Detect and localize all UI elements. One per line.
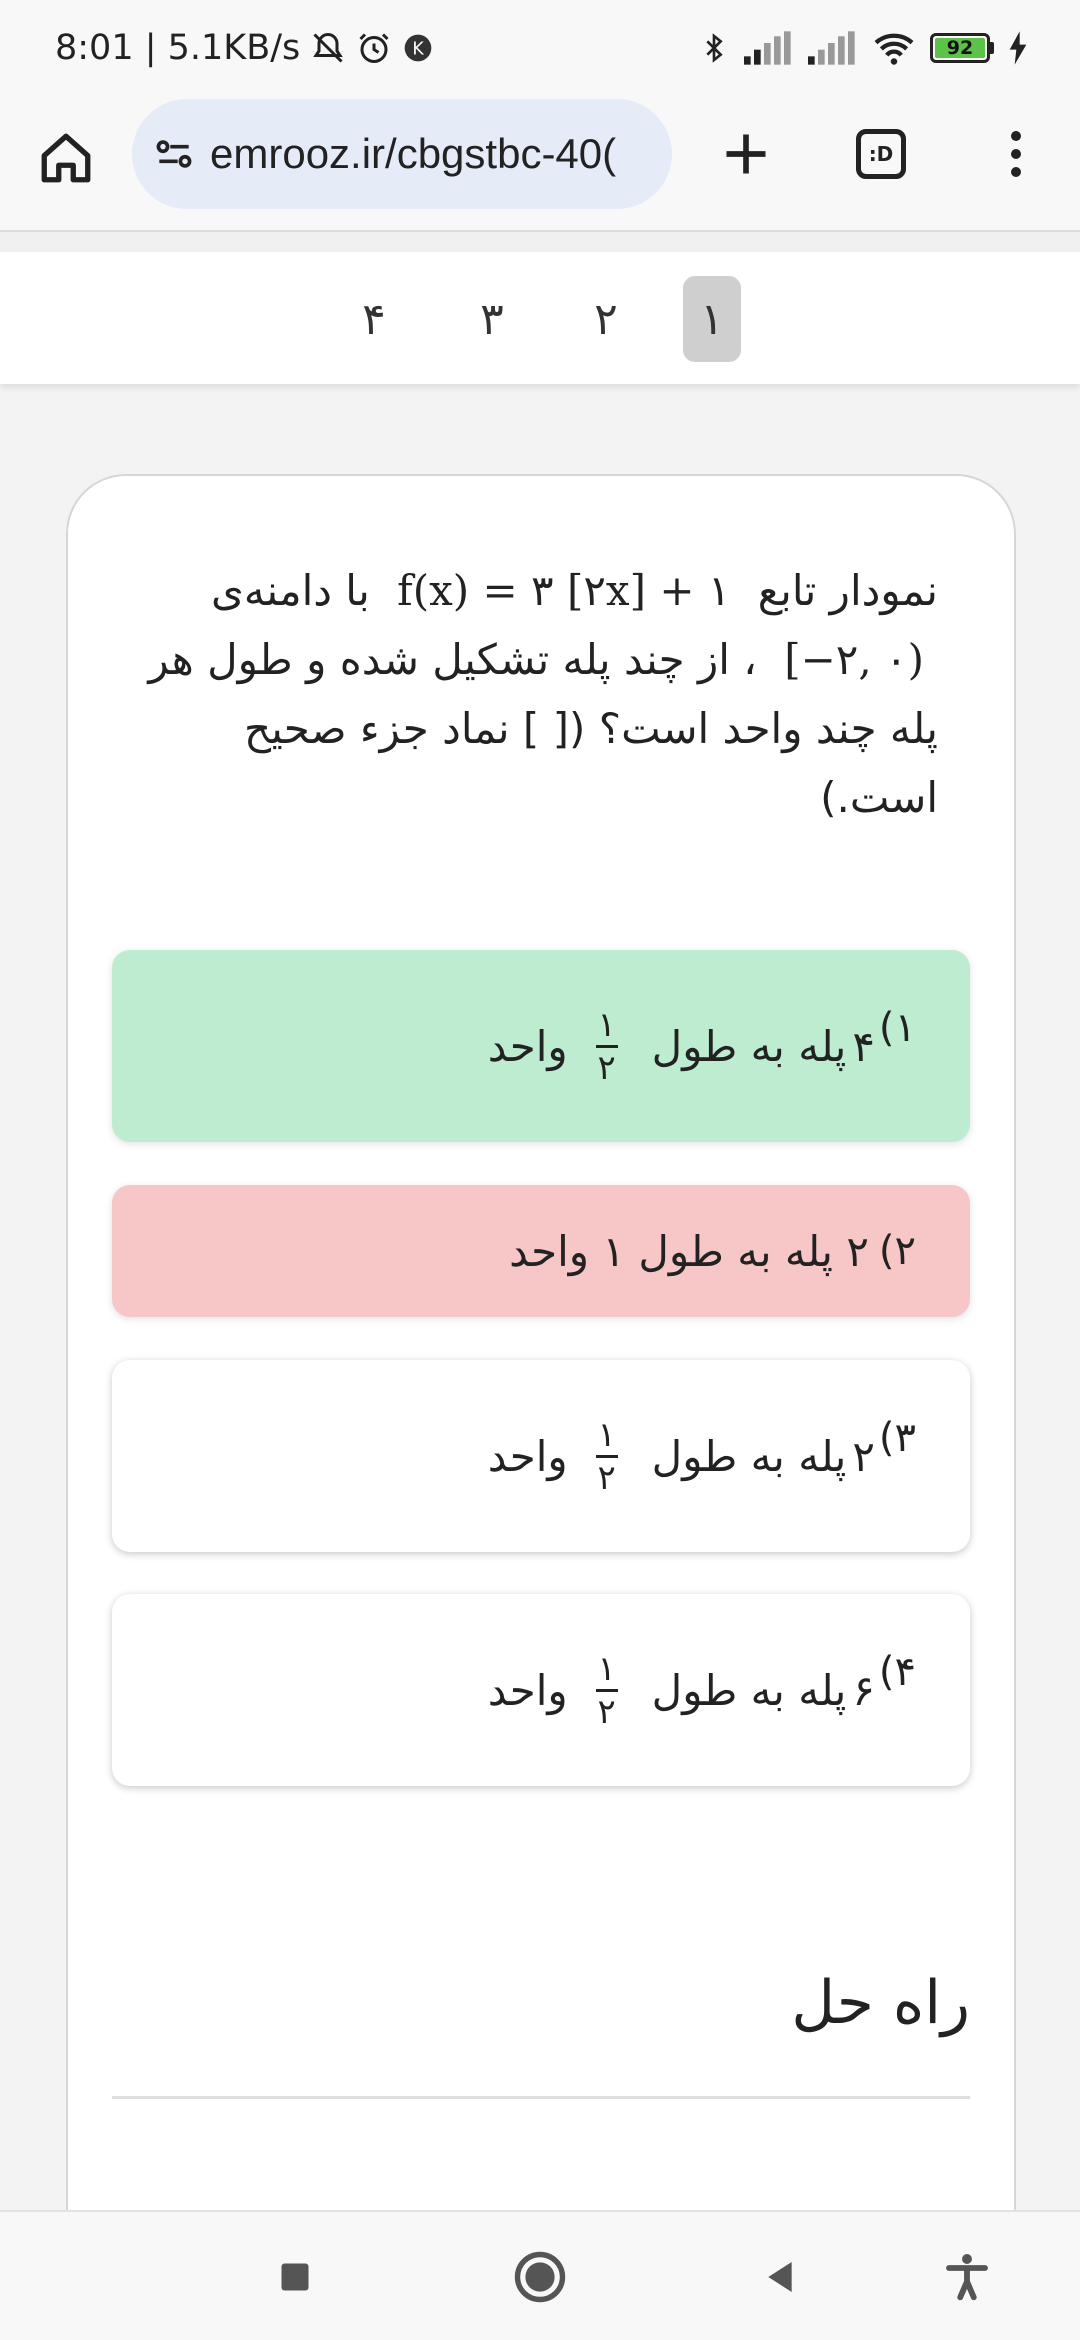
back-triangle-icon: [760, 2257, 800, 2297]
status-left: [55, 28, 434, 68]
option-count: ۴: [852, 1021, 875, 1071]
bell-off-icon: [310, 30, 346, 66]
option-2[interactable]: [112, 1185, 970, 1317]
option-text: پله به طول: [651, 1431, 847, 1481]
wifi-icon: [872, 30, 916, 66]
option-3[interactable]: [112, 1360, 970, 1552]
option-count: ۲: [852, 1431, 875, 1481]
fraction-denominator: ۲: [597, 1457, 616, 1498]
fraction: [596, 1414, 618, 1498]
circle-icon: [513, 2250, 567, 2304]
square-icon: [277, 2259, 313, 2295]
address-bar[interactable]: [132, 99, 672, 209]
question-domain: [−۲, ۰): [784, 635, 924, 684]
battery-level: 92: [935, 38, 985, 58]
option-count: ۶: [852, 1665, 875, 1715]
more-vert-icon: [1011, 131, 1021, 141]
accessibility-icon: [940, 2250, 994, 2304]
fraction: [596, 1004, 618, 1088]
signal-2-icon: [808, 31, 858, 65]
question-prefix: نمودار تابع: [757, 566, 938, 615]
url-text: emrooz.ir/cbgstbc-40(: [210, 130, 617, 177]
solution-divider: [112, 2096, 970, 2099]
tab-switcher-icon: :D: [856, 129, 906, 179]
question-card: [66, 474, 1016, 2340]
status-bar: [0, 0, 1080, 96]
page-button-3[interactable]: ۳: [480, 293, 504, 345]
option-text: پله به طول: [651, 1021, 847, 1071]
status-right: [698, 30, 1028, 66]
app-badge-icon: [402, 32, 434, 64]
site-settings-icon[interactable]: [152, 132, 196, 176]
solution-title: راه حل: [791, 1968, 970, 2038]
overflow-menu-button[interactable]: [980, 118, 1052, 190]
page-button-2[interactable]: ۲: [594, 293, 618, 345]
new-tab-button[interactable]: [710, 118, 782, 190]
recents-button[interactable]: [260, 2242, 330, 2312]
back-button[interactable]: [745, 2242, 815, 2312]
svg-text:K: K: [412, 39, 424, 60]
page-button-1[interactable]: ۱: [683, 276, 741, 362]
battery-icon: [930, 33, 994, 63]
option-unit: واحد: [487, 1021, 568, 1071]
browser-toolbar: [0, 96, 1080, 230]
option-number: ۴): [878, 1649, 916, 1695]
fraction-numerator: ۱: [597, 1004, 616, 1045]
home-nav-button[interactable]: [505, 2242, 575, 2312]
option-text: ۲ پله به طول ۱ واحد: [509, 1226, 869, 1276]
option-unit: واحد: [487, 1431, 568, 1481]
fraction-numerator: ۱: [597, 1648, 616, 1689]
question-middle: با دامنه‌ی: [211, 566, 370, 615]
page-button-4[interactable]: ۴: [362, 293, 386, 345]
question-text: [128, 556, 938, 832]
option-unit: واحد: [487, 1665, 568, 1715]
option-number: ۳): [878, 1415, 916, 1461]
option-number: ۲): [878, 1228, 916, 1274]
fraction: [596, 1648, 618, 1732]
option-1[interactable]: [112, 950, 970, 1142]
fraction-denominator: ۲: [597, 1047, 616, 1088]
signal-1-icon: [744, 31, 794, 65]
question-pager: [0, 252, 1080, 384]
question-rest: ، از چند پله تشکیل شده و طول هر پله چند واحد است؟ ([ ] نماد جزء صحیح است.): [148, 635, 938, 822]
option-4[interactable]: [112, 1594, 970, 1786]
bluetooth-icon: [698, 30, 730, 66]
home-icon: [37, 129, 95, 187]
option-text: پله به طول: [651, 1665, 847, 1715]
accessibility-button[interactable]: [932, 2242, 1002, 2312]
toolbar-divider: [0, 230, 1080, 252]
question-formula: f(x) = ۳ [۲x] + ۱: [397, 566, 731, 615]
status-time-speed: 8:01 | 5.1KB/s: [55, 28, 301, 68]
fraction-denominator: ۲: [597, 1691, 616, 1732]
tab-switcher-button[interactable]: [845, 118, 917, 190]
plus-icon: [720, 128, 772, 180]
home-button[interactable]: [30, 122, 102, 194]
option-number: ۱): [878, 1005, 916, 1051]
system-nav-bar: [0, 2210, 1080, 2340]
alarm-icon: [356, 30, 392, 66]
charging-icon: [1008, 31, 1028, 65]
fraction-numerator: ۱: [597, 1414, 616, 1455]
